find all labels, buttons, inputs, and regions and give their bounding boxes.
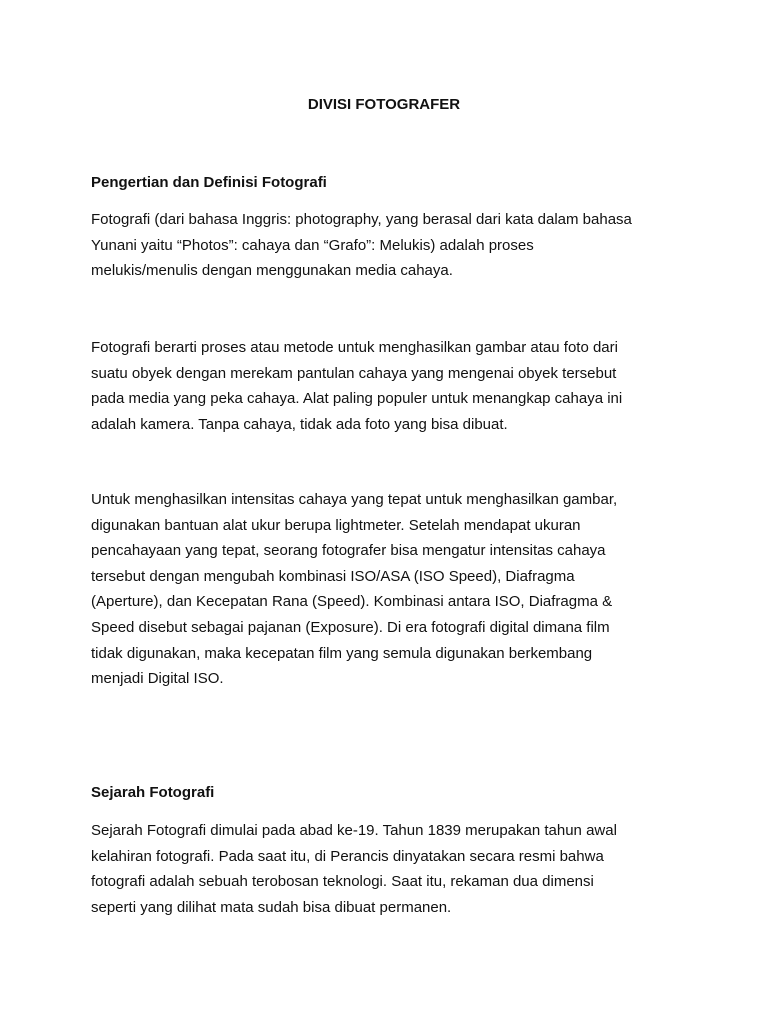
section-heading-sejarah: Sejarah Fotografi [91, 784, 215, 801]
text-line: tidak digunakan, maka kecepatan film yang semula digunakan berkembang [91, 644, 593, 662]
text-line: menjadi Digital ISO. [91, 670, 224, 688]
text-line: Fotografi berarti proses atau metode untuk menghasilkan gambar atau foto dari [91, 339, 618, 356]
paragraph-proses [91, 335, 681, 437]
text-line: pencahayaan yang tepat, seorang fotografer bisa mengatur intensitas cahaya [91, 542, 606, 560]
text-line: pada media yang peka cahaya. Alat paling populer untuk menangkap cahaya ini [91, 390, 623, 408]
text-line: Yunani yaitu “Photos”: cahaya dan “Grafo”: Melukis) adalah proses [91, 236, 534, 254]
paragraph-intensitas [91, 487, 681, 692]
text-line: Untuk menghasilkan intensitas cahaya yang tepat untuk menghasilkan gambar, [91, 491, 618, 508]
paragraph-definisi [91, 207, 681, 284]
paragraph-sejarah [91, 818, 681, 920]
text-line: Sejarah Fotografi dimulai pada abad ke-19. Tahun 1839 merupakan tahun awal [91, 822, 617, 839]
text-line: digunakan bantuan alat ukur berupa lightmeter. Setelah mendapat ukuran [91, 516, 581, 534]
text-line: (Aperture), dan Kecepatan Rana (Speed). Kombinasi antara ISO, Diafragma & [91, 593, 613, 611]
document-title: DIVISI FOTOGRAFER [307, 96, 461, 113]
text-line: adalah kamera. Tanpa cahaya, tidak ada foto yang bisa dibuat. [91, 415, 508, 433]
text-line: suatu obyek dengan merekam pantulan cahaya yang mengenai obyek tersebut [91, 364, 617, 382]
text-line: fotografi adalah sebuah terobosan teknologi. Saat itu, rekaman dua dimensi [91, 873, 594, 891]
text-line: Speed disebut sebagai pajanan (Exposure). Di era fotografi digital dimana film [91, 618, 610, 636]
text-line: Fotografi (dari bahasa Inggris: photography, yang berasal dari kata dalam bahasa [91, 211, 632, 228]
text-line: kelahiran fotografi. Pada saat itu, di Perancis dinyatakan secara resmi bahwa [91, 847, 604, 865]
section-heading-pengertian: Pengertian dan Definisi Fotografi [91, 174, 327, 191]
text-line: tersebut dengan mengubah kombinasi ISO/ASA (ISO Speed), Diafragma [91, 567, 575, 585]
text-line: melukis/menulis dengan menggunakan media cahaya. [91, 262, 453, 280]
text-line: seperti yang dilihat mata sudah bisa dibuat permanen. [91, 898, 452, 916]
